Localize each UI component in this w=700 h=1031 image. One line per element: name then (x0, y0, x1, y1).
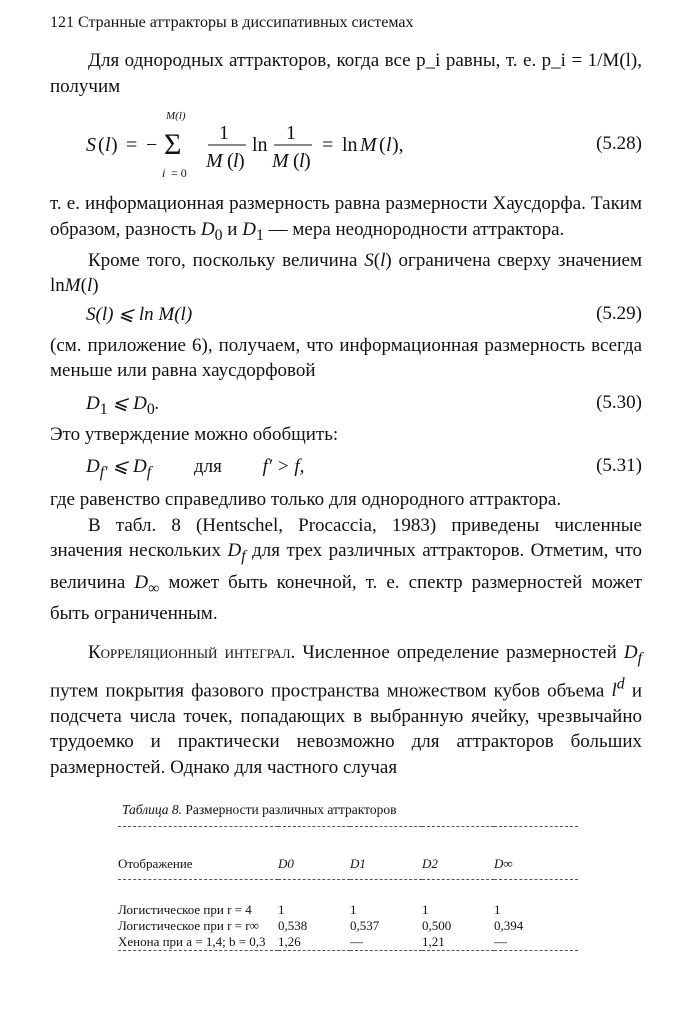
paragraph-7: В табл. 8 (Hentschel, Procaccia, 1983) приведены численные значения нескольких $D_f$ для трех различных аттракторов. Отметим, что величина $D_\infty$ может быть конечной, т. е. спектр размерностей может быть ограниченным. (50, 514, 642, 624)
svg-text:(: ( (227, 150, 234, 172)
paragraph-3: Кроме того, поскольку величина S(l) ограничена сверху значением lnM(l) (50, 249, 643, 297)
equation-5-28-formula (50, 99, 642, 191)
paragraph-2: т. е. информационная размерность равна размерности Хаусдорфа. Таким образом, разность $D_0$ и $D_1$ — мера неоднородности аттрактора. (50, 193, 642, 244)
table-cell-name: Логистическое при r = 4 (118, 901, 252, 917)
svg-text:= 0: = 0 (171, 166, 187, 180)
svg-text:(: ( (98, 134, 105, 156)
section-run-in-heading: Корреляционный интеграл. (88, 642, 296, 664)
svg-text:ln: ln (252, 134, 268, 156)
table-cell: 0,537 (350, 917, 380, 933)
svg-text:1: 1 (219, 122, 229, 144)
equation-5-31-formula: $D_{f'}$ ⩽ $D_f$ для f′ > f, (86, 456, 305, 482)
svg-text:(: ( (293, 150, 300, 172)
table-cell: 1,21 (422, 933, 445, 949)
paragraph-1: Для однородных аттракторов, когда все p_i равны, т. е. p_i = 1/M(l), получим (50, 50, 642, 97)
svg-text:l: l (299, 150, 305, 172)
paragraph-5: Это утверждение можно обобщить: (50, 423, 339, 445)
equation-5-30-number: (5.30) (596, 391, 642, 413)
table-row (118, 902, 578, 918)
svg-text:): ) (238, 150, 245, 172)
table-cell: 1 (350, 901, 357, 917)
table-row (118, 934, 578, 951)
svg-text:M: M (360, 134, 377, 156)
svg-text:=: = (322, 134, 334, 156)
equation-5-30-formula: $D_1$ ⩽ $D_0$. (86, 392, 160, 418)
table-cell: 1 (422, 901, 429, 917)
svg-text:(: ( (379, 134, 386, 156)
svg-text:): ) (304, 150, 311, 172)
svg-text:1: 1 (286, 122, 296, 144)
dimensions-table (118, 826, 578, 979)
equation-5-31-number: (5.31) (596, 455, 642, 477)
equation-5-29 (50, 299, 642, 333)
table-cell: — (350, 933, 363, 949)
svg-text:S: S (86, 134, 96, 156)
table-header-row (118, 849, 578, 879)
table-cell: — (494, 933, 507, 949)
running-header (50, 14, 642, 32)
svg-text:l: l (233, 150, 239, 172)
running-title: Странные аттракторы в диссипативных системах (78, 14, 414, 31)
table-cell: 1 (494, 901, 501, 917)
table-header: D1 (350, 855, 366, 871)
svg-text:l: l (105, 134, 111, 156)
svg-text:): ) (111, 134, 118, 156)
equation-5-31 (50, 447, 642, 487)
svg-text:M: M (272, 150, 289, 172)
equation-5-30 (50, 384, 642, 422)
paragraph-8: Корреляционный интеграл. Численное определение размерностей $D_f$ путем покрытия фазового пространства множеством кубов объема $l^d$ и подсчета числа точек, попадающих в выбранную ячейку, чрезвычайно трудоемко и практически невозможно для аттракторов больших размерностей. Однако для частного случая (50, 642, 643, 778)
svg-text:Σ: Σ (164, 128, 182, 161)
table-header: Отображение (118, 855, 193, 871)
paragraph-4: (см. приложение 6), получаем, что информационная размерность всегда меньше или равна хаусдорфовой (50, 334, 642, 382)
table-caption-text: Размерности различных аттракторов (185, 802, 397, 818)
page-number: 121 (50, 14, 74, 31)
svg-text:l: l (386, 134, 392, 156)
table-header: D2 (422, 855, 438, 871)
svg-text:M(l): M(l) (166, 110, 186, 122)
table-cell: 0,500 (422, 917, 452, 933)
paragraph-6: где равенство справедливо только для однородного аттрактора. (50, 489, 562, 511)
table-cell: 1 (278, 901, 285, 917)
svg-text:−: − (146, 134, 158, 156)
table-header: D∞ (494, 855, 513, 871)
svg-text:ln: ln (342, 134, 358, 156)
table-cell: 1,26 (278, 933, 301, 949)
svg-text:=: = (126, 134, 138, 156)
equation-5-28 (50, 99, 642, 191)
equation-5-28-number: (5.28) (596, 133, 642, 154)
equation-5-29-number: (5.29) (596, 302, 642, 324)
table-cell: 0,394 (494, 917, 524, 933)
svg-text:),: ), (392, 134, 404, 156)
table-caption (122, 802, 642, 818)
table-cell-name: Логистическое при r = r∞ (118, 917, 259, 933)
table-row (118, 918, 578, 934)
table-cell: 0,538 (278, 917, 308, 933)
svg-text:i: i (162, 166, 166, 180)
table-header: D0 (278, 855, 294, 871)
table-cell-name: Хенона при a = 1,4; b = 0,3 (118, 933, 266, 949)
table-caption-label: Таблица 8. (122, 802, 183, 818)
equation-5-29-formula: S(l) ⩽ ln M(l) (86, 303, 193, 325)
page (50, 14, 642, 979)
svg-text:M: M (206, 150, 223, 172)
